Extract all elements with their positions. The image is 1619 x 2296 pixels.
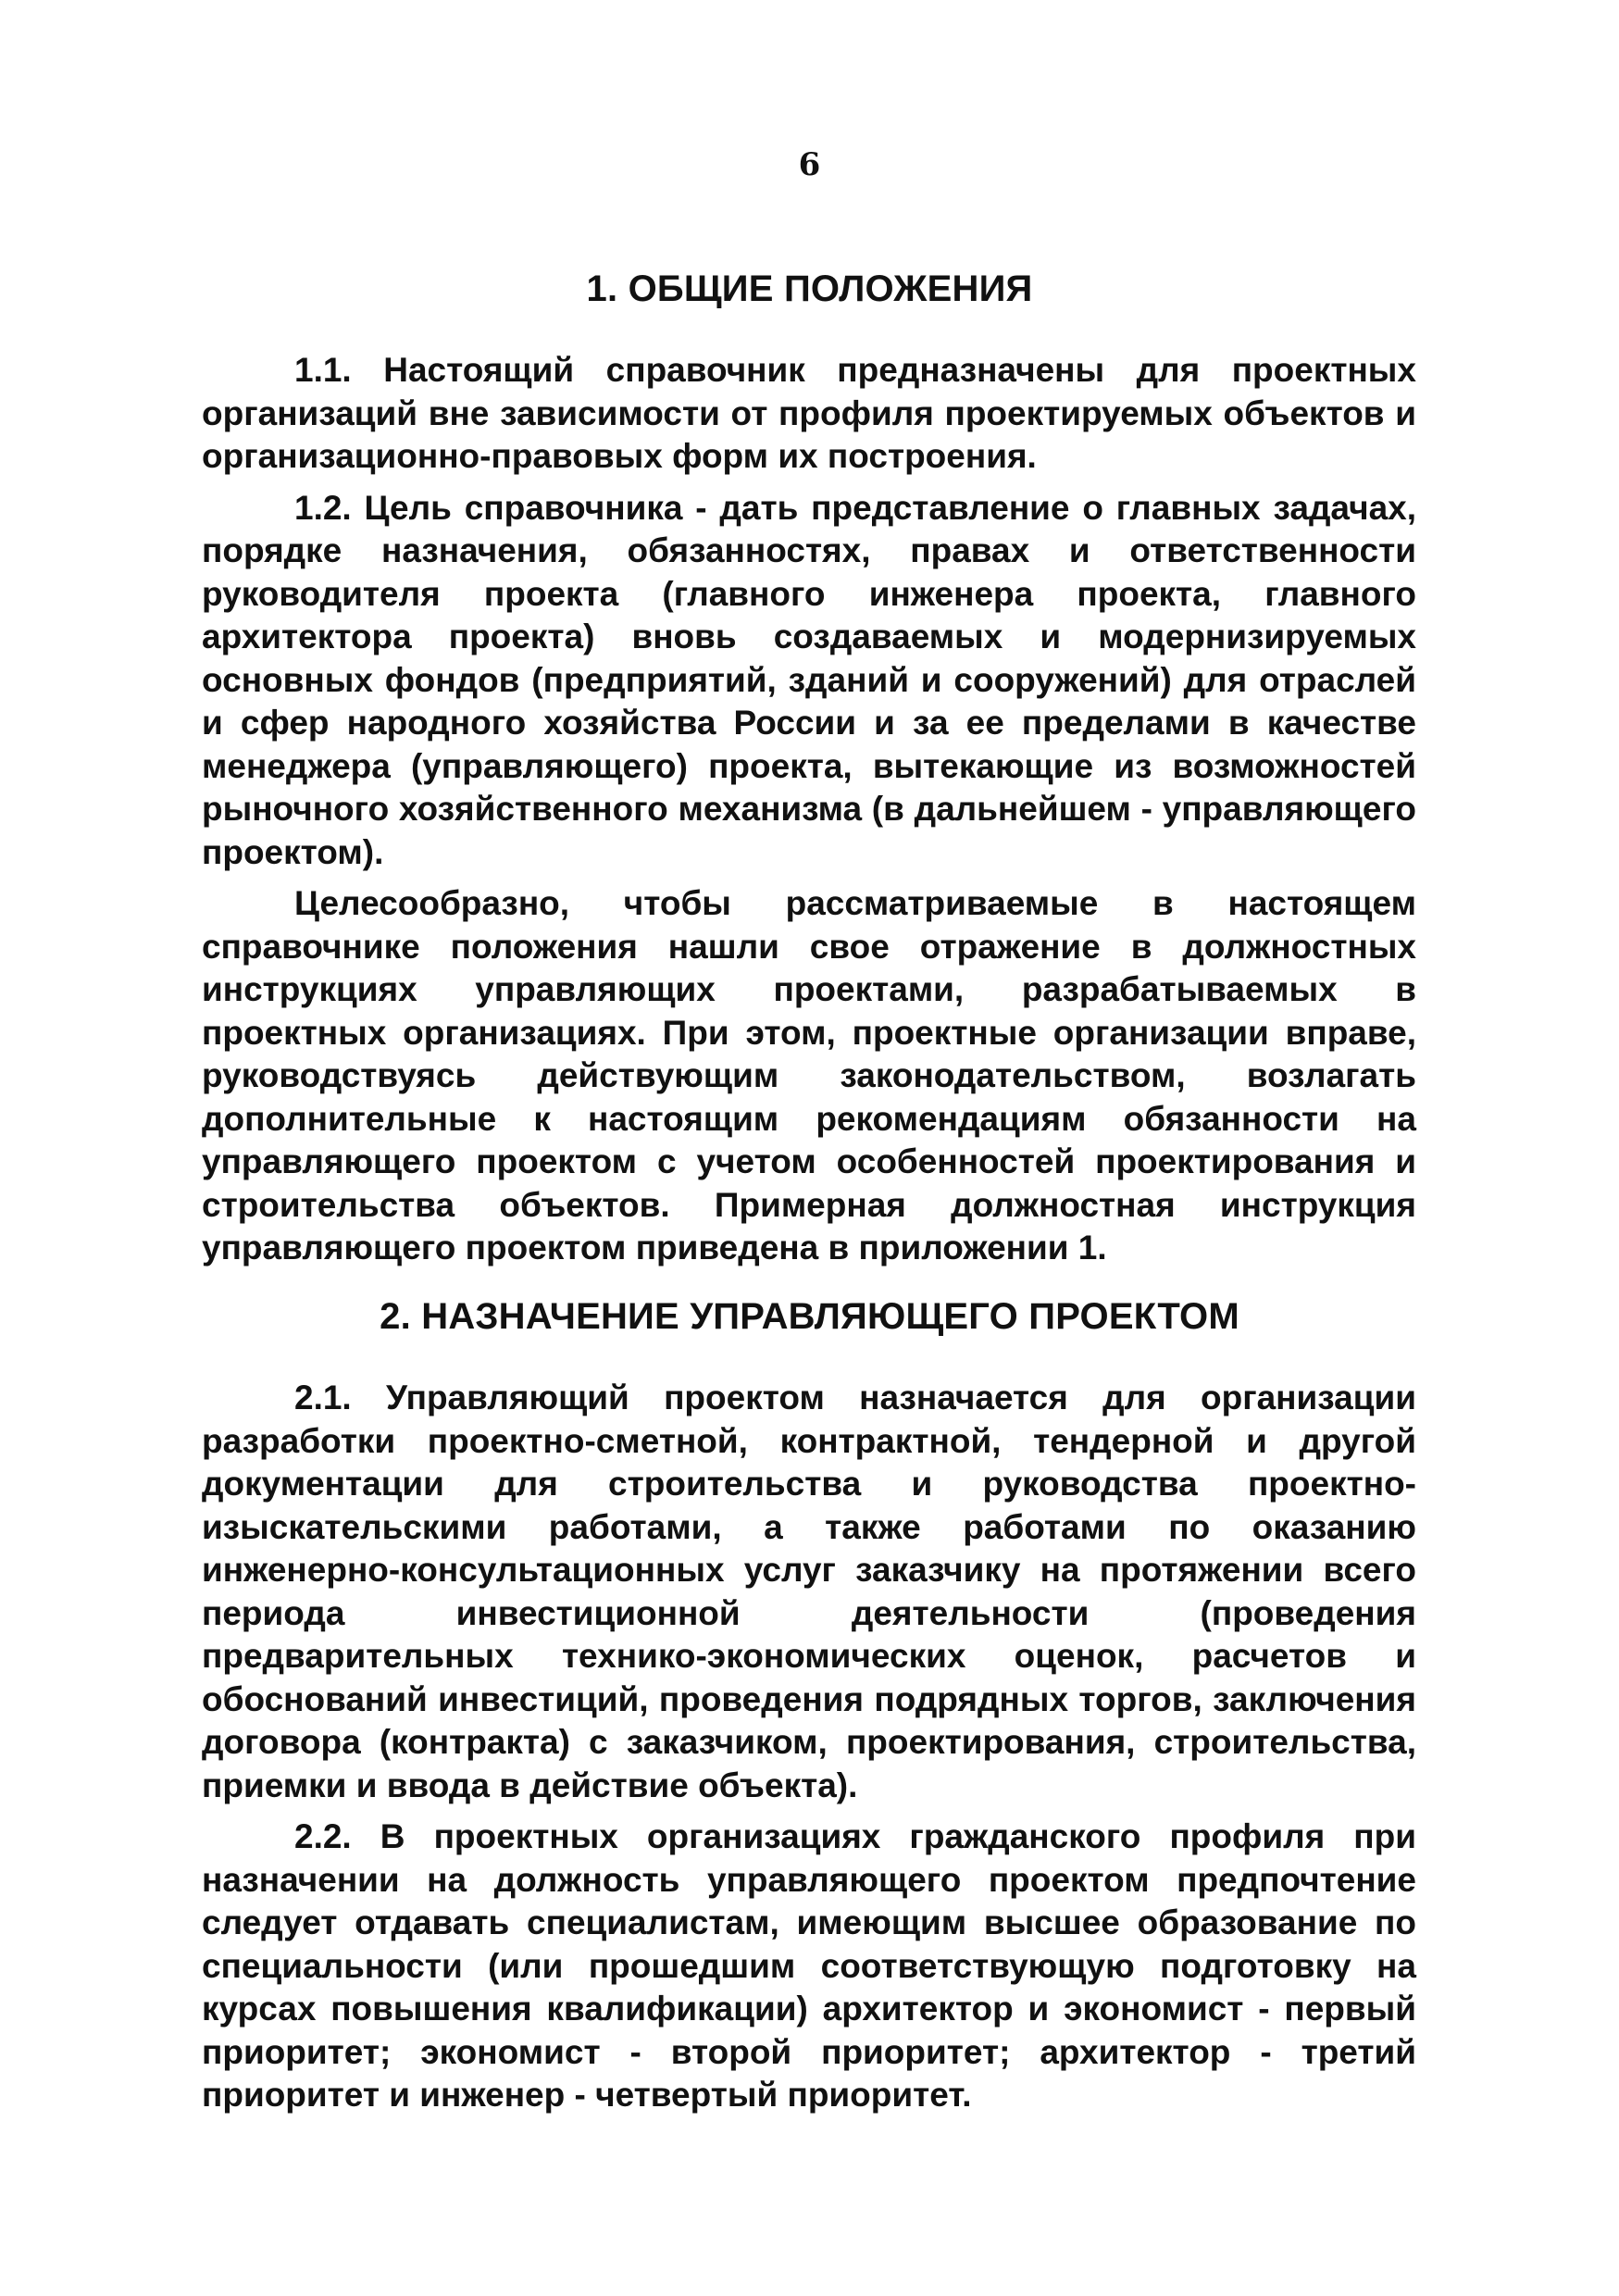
paragraph-2-1: 2.1. Управляющий проектом назначается для организации разработки проектно-сметной, контрактной, тендерной и другой документации для строительства и руководства проектно-изыскательскими работами, а также работами по оказанию инженерно-консультационных услуг заказчику на протяжении всего периода инвестиционной деятельности (проведения предварительных технико-экономических оценок, расчетов и обоснований инвестиций, проведения подрядных торгов, заключения договора (контракта) с заказчиком, проектирования, строительства, приемки и ввода в действие объекта). [202, 1379, 1416, 1804]
section-2-title: 2. НАЗНАЧЕНИЕ УПРАВЛЯЮЩЕГО ПРОЕКТОМ [380, 1296, 1239, 1337]
paragraph-2-2: 2.2. В проектных организациях гражданского профиля при назначении на должность управляющего проектом предпочтение следует отдавать специалистам, имеющим высшее образование по специальности (или прошедшим соответствующую подготовку на курсах повышения квалификации) архитектор и экономист - первый приоритет; экономист - второй приоритет; архитектор - третий приоритет и инженер - четвертый приоритет. [202, 1817, 1416, 2114]
section-1-body [202, 349, 1416, 1270]
paragraph-1-3: Целесообразно, чтобы рассматриваемые в настоящем справочнике положения нашли свое отражение в должностных инструкциях управляющих проектами, разрабатываемых в проектных организациях. При этом, проектные организации вправе, руководствуясь действующим законодательством, возлагать дополнительные к настоящим рекомендациям обязанности на управляющего проектом с учетом особенностей проектирования и строительства объектов. Примерная должностная инструкция управляющего проектом приведена в приложении 1. [202, 884, 1416, 1267]
page-number: 6 [798, 146, 821, 183]
paragraph-1-2: 1.2. Цель справочника - дать представление о главных задачах, порядке назначения, обязанностях, правах и ответственности руководителя проекта (главного инженера проекта, главного архитектора проекта) вновь создаваемых и модернизируемых основных фондов (предприятий, зданий и сооружений) для отраслей и сфер народного хозяйства России и за ее пределами в качестве менеджера (управляющего) проекта, вытекающие из возможностей рыночного хозяйственного механизма (в дальнейшем - управляющего проектом). [202, 488, 1416, 871]
paragraph-1-1: 1.1. Настоящий справочник предназначены для проектных организаций вне зависимости от профиля проектируемых объектов и организационно-правовых форм их построения. [202, 351, 1416, 475]
section-1-title: 1. ОБЩИЕ ПОЛОЖЕНИЯ [586, 268, 1033, 309]
section-2-body [202, 1377, 1416, 2117]
